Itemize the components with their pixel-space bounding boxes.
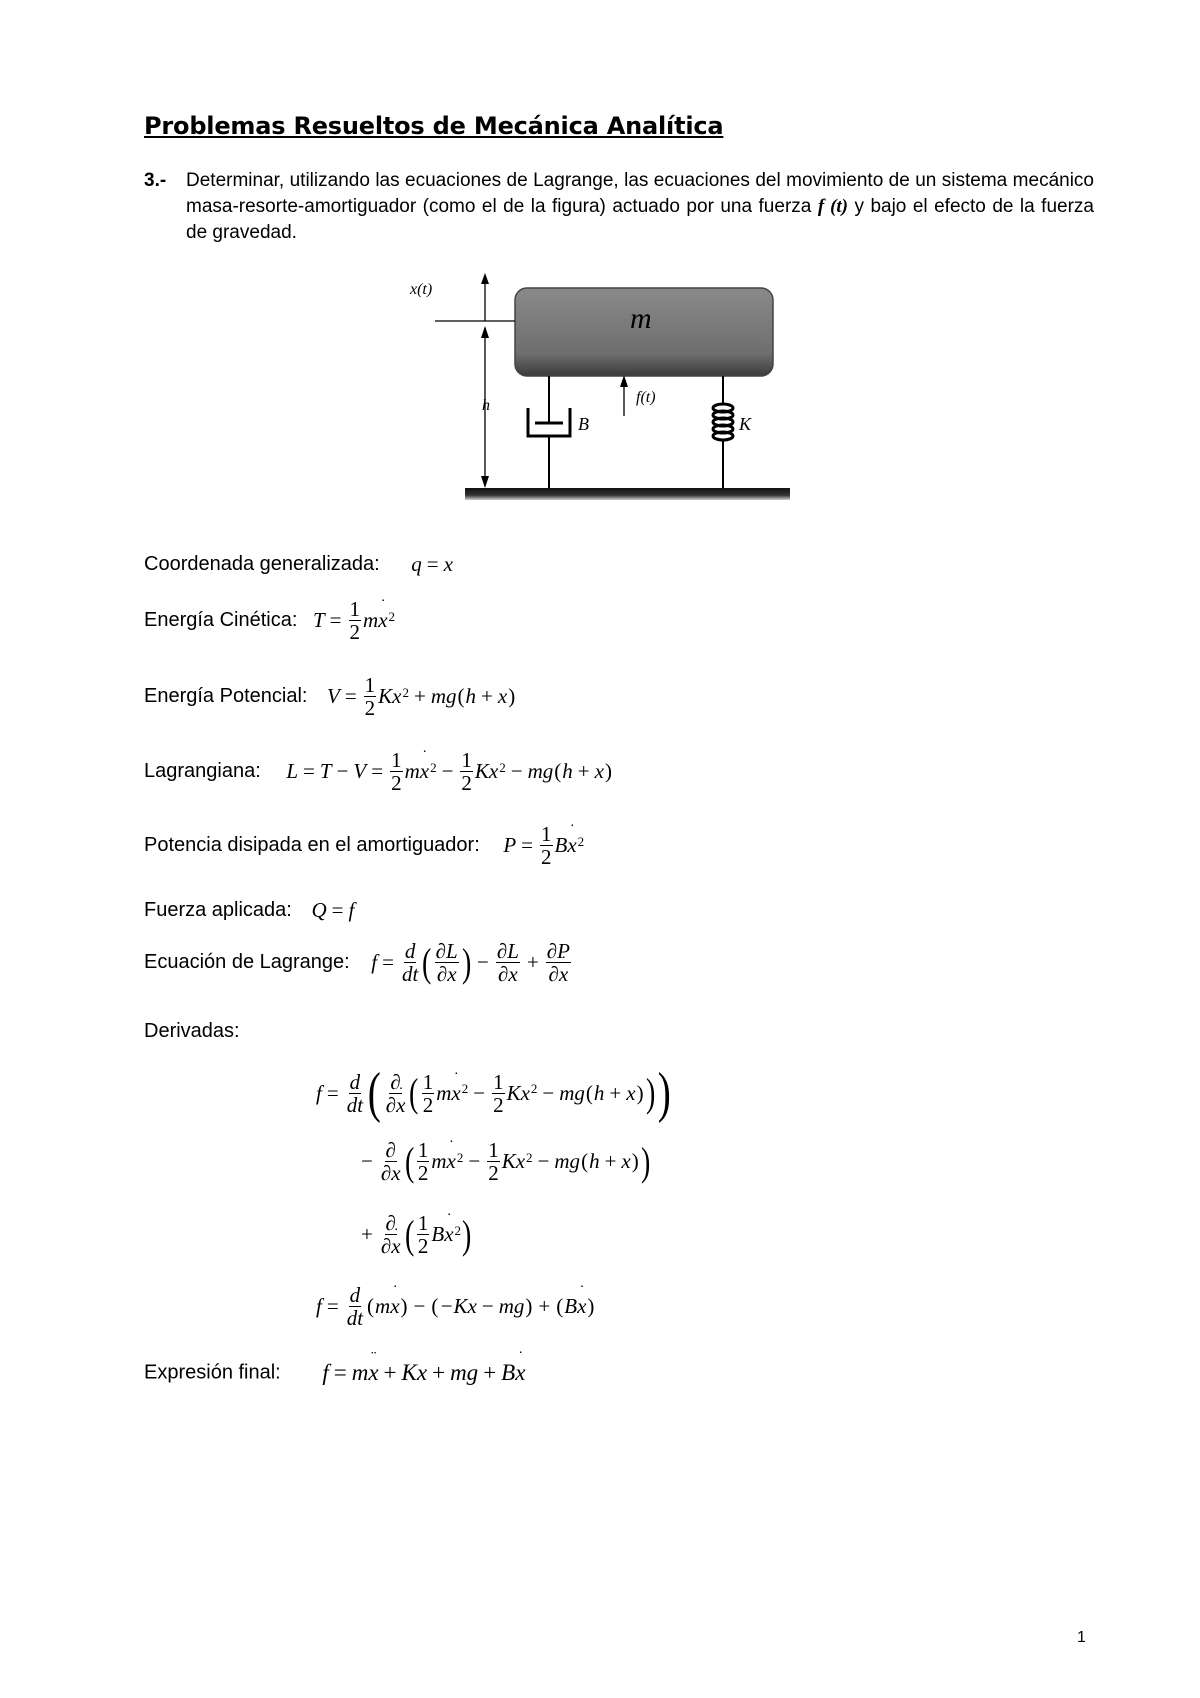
kinetic-label: Energía Cinética: (144, 609, 298, 631)
row-lagrangian (144, 749, 613, 794)
lagrangian-label: Lagrangiana: (144, 760, 261, 782)
derivative-line-2: − $\frac{\partial}{\partial x}$ ( $\frac{1}{2}$ m x ˙ 2 − $\frac{1}{2}$ Kx 2 − mg ( h + x ) ) (356, 1139, 651, 1184)
derivative-line-3: + $\frac{\partial}{\partial x}$ ˙ ( $\frac{1}{2}$ B x ˙ 2 ) (356, 1212, 472, 1257)
spring-label: K (739, 414, 752, 434)
kinetic-equation: T = $\frac{1}{2}$ m x ˙ 2 (313, 598, 395, 643)
mass-spring-damper-figure (410, 268, 800, 518)
h-label: h (482, 397, 490, 414)
applied-force-label: Fuerza aplicada: (144, 899, 292, 921)
coord-equation: q = x (411, 552, 453, 576)
document-title: Problemas Resueltos de Mecánica Analítica (144, 112, 724, 140)
problem-number: 3.- (144, 170, 167, 191)
lagrange-eq-label: Ecuación de Lagrange: (144, 951, 350, 973)
row-lagrange-equation (144, 940, 573, 985)
row-potential-energy (144, 674, 516, 719)
problem-text-before: Determinar, utilizando las ecuaciones de Lagrange, las ecuaciones del movimiento de un sistema mecánico masa-resorte-amortiguador (como el de la figura) actuado por una fuerza (186, 170, 1094, 217)
x-arrow-head (481, 273, 489, 284)
damper-label: B (578, 414, 589, 434)
row-final-expression (144, 1360, 525, 1386)
x-label: x(t) (410, 281, 433, 298)
h-arrow-bottom (481, 476, 489, 488)
page-number: 1 (1077, 1629, 1086, 1646)
problem-force: f (t) (817, 196, 849, 217)
mass-label: m (630, 302, 652, 335)
row-kinetic-energy (144, 598, 395, 643)
potential-label: Energía Potencial: (144, 685, 308, 707)
row-generalized-coordinate (144, 552, 453, 577)
lagrangian-equation: L = T − V = $\frac{1}{2}$ m x ˙ 2 − $\frac{1}{2}$ Kx 2 − mg ( h + x ) (286, 749, 613, 794)
potential-equation: V = $\frac{1}{2}$ Kx 2 + mg ( h + x ) (327, 673, 516, 720)
force-label: f(t) (636, 389, 656, 406)
final-label: Expresión final: (144, 1361, 281, 1384)
dissipation-equation: P = $\frac{1}{2}$ B x ˙ 2 (503, 823, 584, 868)
final-equation: f = m x ¨ + Kx + mg + B x ˙ (322, 1360, 525, 1386)
ground (465, 488, 790, 500)
problem-statement (144, 168, 1094, 246)
row-dissipation (144, 823, 584, 868)
lagrange-equation: f = $\frac{d}{dt}$ ( $\frac{\partial L}{\partial x}$ ˙ ) − $\frac{\partial L}{\partial x}$ + $\frac{\partial P}{\partial x}$ ˙ (371, 940, 573, 985)
problem-text-after: y bajo el efecto de la fuerza de gravedad. (186, 196, 1094, 243)
derivative-line-1: f = $\frac{d}{dt}$ ( $\frac{\partial}{\partial x}$ ˙ ( $\frac{1}{2}$ m x ˙ 2 − $\frac{1}{2}$ Kx 2 − mg ( h + x ) ) ) (316, 1065, 673, 1121)
force-arrow-head (620, 375, 628, 387)
spring-coils (713, 404, 733, 440)
coord-label: Coordenada generalizada: (144, 553, 380, 575)
h-arrow-top (481, 326, 489, 338)
row-applied-force (144, 898, 354, 923)
row-derivatives (144, 1020, 240, 1043)
applied-force-equation: Q = f (311, 898, 355, 922)
derivative-line-4: f = $\frac{d}{dt}$ ( m x ˙ ) − ( −Kx − mg ) + ( B x ˙ ) (316, 1284, 595, 1329)
derivatives-label: Derivadas: (144, 1020, 240, 1043)
problem-text (186, 168, 1094, 246)
dissipation-label: Potencia disipada en el amortiguador: (144, 834, 480, 856)
